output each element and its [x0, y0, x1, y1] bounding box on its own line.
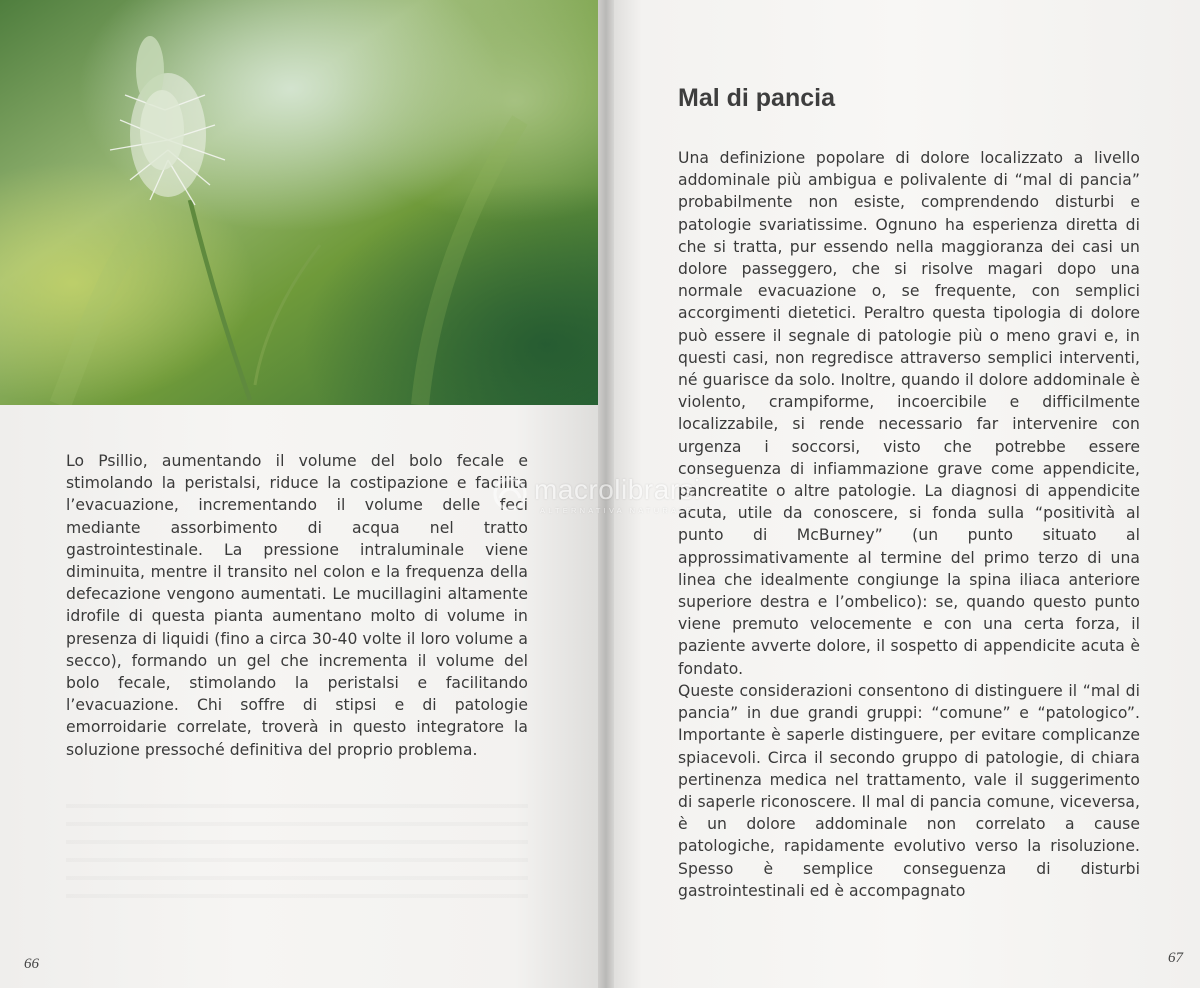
right-page — [606, 0, 1200, 988]
right-paragraph-2: Queste considerazioni consentono di distinguere il “mal di pancia” in due grandi gruppi: “comune” e “patologico”. Importante è saperle distinguere, per evitare complicanze spiacevoli. Circa il secondo gruppo di patologie, di chiara pertinenza medica nel trattamento, vale il suggerimento di saperle riconoscere. Il mal di pancia comune, viceversa, è un dolore addominale non correlato a cause patologiche, rapidamente evolutivo verso la risoluzione. Spesso è semplice conseguenza di disturbi gastrointestinali ed è accompagnato — [678, 682, 1140, 900]
page-number-left: 66 — [24, 956, 39, 972]
left-paragraph: Lo Psillio, aumentando il volume del bolo fecale e stimolando la peristalsi, riduce la costipazione e facilita l’evacuazione, incrementando il volume delle feci mediante assorbimento di acqua nel tratto gastrointestinale. La pressione intraluminale viene diminuita, mentre il transito nel colon e la frequenza della defecazione vengono aumentati. Le mucillagini altamente idrofile di questa pianta aumentano molto di volume in presenza di liquidi (fino a circa 30-40 volte il loro volume a secco), formando un gel che incrementa il volume del bolo fecale, stimolando la peristalsi e facilitando l’evacuazione. Chi soffre di stipsi e di patologie emorroidarie correlate, troverà in questo integratore la soluzione pressoché definitiva del proprio problema. — [66, 452, 528, 759]
watermark-tagline: ALTERNATIVA NATURALE — [540, 506, 695, 515]
page-number-right: 67 — [1168, 950, 1183, 966]
watermark-brand: macrolibrarsi — [534, 474, 701, 505]
show-through-text — [66, 790, 528, 900]
right-paragraph-1: Una definizione popolare di dolore localizzato a livello addominale più ambigua e polivalente di “mal di pancia” probabilmente non esiste, comprendendo disturbi e patologie svariatissime. Ognuno ha esperienza diretta di che si tratta, pur essendo nella maggioranza dei casi un dolore passeggero, che si risolve magari dopo una normale evacuazione o, se frequente, con semplici accorgimenti dietetici. Peraltro questa tipologia di dolore può essere il segnale di patologie più o meno gravi e, in questi casi, non regredisce attraverso semplici interventi, né guarisce da solo. Inoltre, quando il dolore addominale è violento, crampiforme, incoercibile e difficilmente localizzabile, si rende necessario far intervenire con urgenza i soccorsi, visto che potrebbe essere conseguenza di infiammazione grave come appendicite, pancreatite o altre patologie. La diagnosi di appendicite acuta, utile da conoscere, si fonda sulla “positività al punto di McBurney” (un punto situato al approssimativamente al termine del primo terzo di una linea che idealmente congiunge la spina iliaca anteriore superiore destra e l’ombelico): se, quando questo punto viene premuto velocemente e con una certa forza, il paziente avverte dolore, il sospetto di appendicite acuta è fondato. — [678, 149, 1140, 678]
psyllium-plant-photo — [0, 0, 606, 405]
chapter-title: Mal di pancia — [678, 84, 835, 112]
book-gutter — [598, 0, 614, 988]
